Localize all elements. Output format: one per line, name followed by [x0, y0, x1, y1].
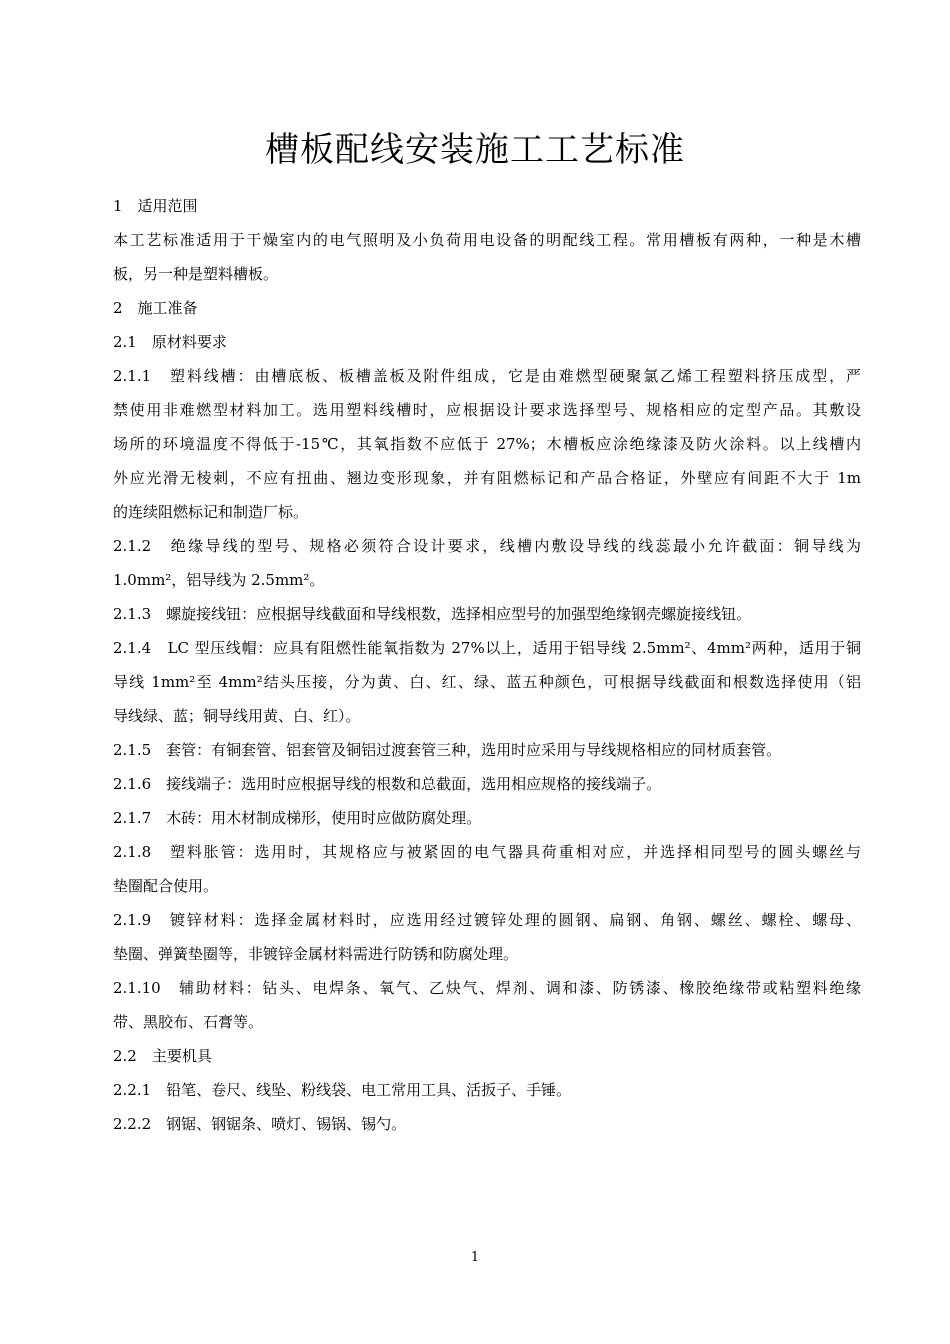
paragraph-line: 2.1.6 接线端子：选用时应根据导线的根数和总截面，选用相应规格的接线端子。	[113, 775, 662, 793]
paragraph-line: 2.1.8 塑料胀管：选用时，其规格应与被紧固的电气器具荷重相对应，并选择相同型号的圆头螺丝与	[113, 843, 861, 861]
paragraph-line: 2.1.1 塑料线槽：由槽底板、板槽盖板及附件组成，它是由难燃型硬聚氯乙烯工程塑料挤压成型，严	[113, 367, 861, 385]
paragraph-line: 2.1.4 LC 型压线帽：应具有阻燃性能氧指数为 27%以上，适用于铝导线 2.5mm²、4mm²两种，适用于铜	[113, 639, 861, 657]
subsection-heading: 2.1 原材料要求	[113, 333, 227, 351]
paragraph-line: 2.1.5 套管：有铜套管、铝套管及铜铝过渡套管三种，选用时应采用与导线规格相应的同材质套管。	[113, 741, 782, 759]
paragraph-line: 导线 1mm²至 4mm²结头压接，分为黄、白、红、绿、蓝五种颜色，可根据导线截面和根数选择使用（铝	[113, 673, 861, 691]
document-body	[113, 192, 861, 1144]
section-heading: 2 施工准备	[113, 299, 198, 317]
paragraph-line: 的连续阻燃标记和制造厂标。	[113, 503, 309, 521]
paragraph-line: 场所的环境温度不得低于-15℃，其氧指数不应低于 27%；木槽板应涂绝缘漆及防火涂料。以上线槽内	[113, 435, 861, 453]
paragraph-line: 垫圈配合使用。	[113, 877, 219, 895]
paragraph	[113, 226, 861, 289]
paragraph-line: 垫圈、弹簧垫圈等，非镀锌金属材料需进行防锈和防腐处理。	[113, 945, 519, 963]
paragraph	[113, 532, 861, 595]
paragraph-line: 2.1.9 镀锌材料：选择金属材料时，应选用经过镀锌处理的圆钢、扁钢、角钢、螺丝、螺栓、螺母、	[113, 911, 861, 929]
paragraph-line: 带、黑胶布、石膏等。	[113, 1013, 264, 1031]
section-heading: 1 适用范围	[113, 197, 198, 215]
paragraph-line: 外应光滑无棱刺，不应有扭曲、翘边变形现象，并有阻燃标记和产品合格证，外壁应有间距不大于 1m	[113, 469, 861, 487]
paragraph-line: 2.1.3 螺旋接线钮：应根据导线截面和导线根数，选择相应型号的加强型绝缘钢壳螺旋接线钮。	[113, 605, 752, 623]
paragraph	[113, 906, 861, 969]
paragraph	[113, 634, 861, 731]
paragraph-line: 导线绿、蓝；铜导线用黄、白、红）。	[113, 707, 361, 725]
paragraph-line: 禁使用非难燃型材料加工。选用塑料线槽时，应根据设计要求选择型号、规格相应的定型产品。其敷设	[113, 401, 861, 419]
paragraph	[113, 362, 861, 527]
paragraph-line: 2.2.1 铅笔、卷尺、线坠、粉线袋、电工常用工具、活扳子、手锤。	[113, 1081, 572, 1099]
subsection-heading: 2.2 主要机具	[113, 1047, 212, 1065]
paragraph-line: 板，另一种是塑料槽板。	[113, 265, 279, 283]
paragraph-line: 本工艺标准适用于干燥室内的电气照明及小负荷用电设备的明配线工程。常用槽板有两种，一种是木槽	[113, 231, 861, 249]
document-title: 槽板配线安装施工工艺标准	[265, 130, 685, 170]
paragraph-line: 2.1.2 绝缘导线的型号、规格必须符合设计要求，线槽内敷设导线的线蕊最小允许截面：铜导线为	[113, 537, 861, 555]
paragraph-line: 2.1.7 木砖：用木材制成梯形，使用时应做防腐处理。	[113, 809, 482, 827]
paragraph-line: 2.2.2 钢锯、钢锯条、喷灯、锡锅、锡勺。	[113, 1115, 407, 1133]
paragraph	[113, 974, 861, 1037]
page-number: 1	[470, 1250, 480, 1265]
paragraph	[113, 838, 861, 901]
paragraph-line: 1.0mm²，铝导线为 2.5mm²。	[113, 571, 325, 589]
paragraph-line: 2.1.10 辅助材料：钻头、电焊条、氧气、乙炔气、焊剂、调和漆、防锈漆、橡胶绝缘带或粘塑料绝缘	[113, 979, 861, 997]
